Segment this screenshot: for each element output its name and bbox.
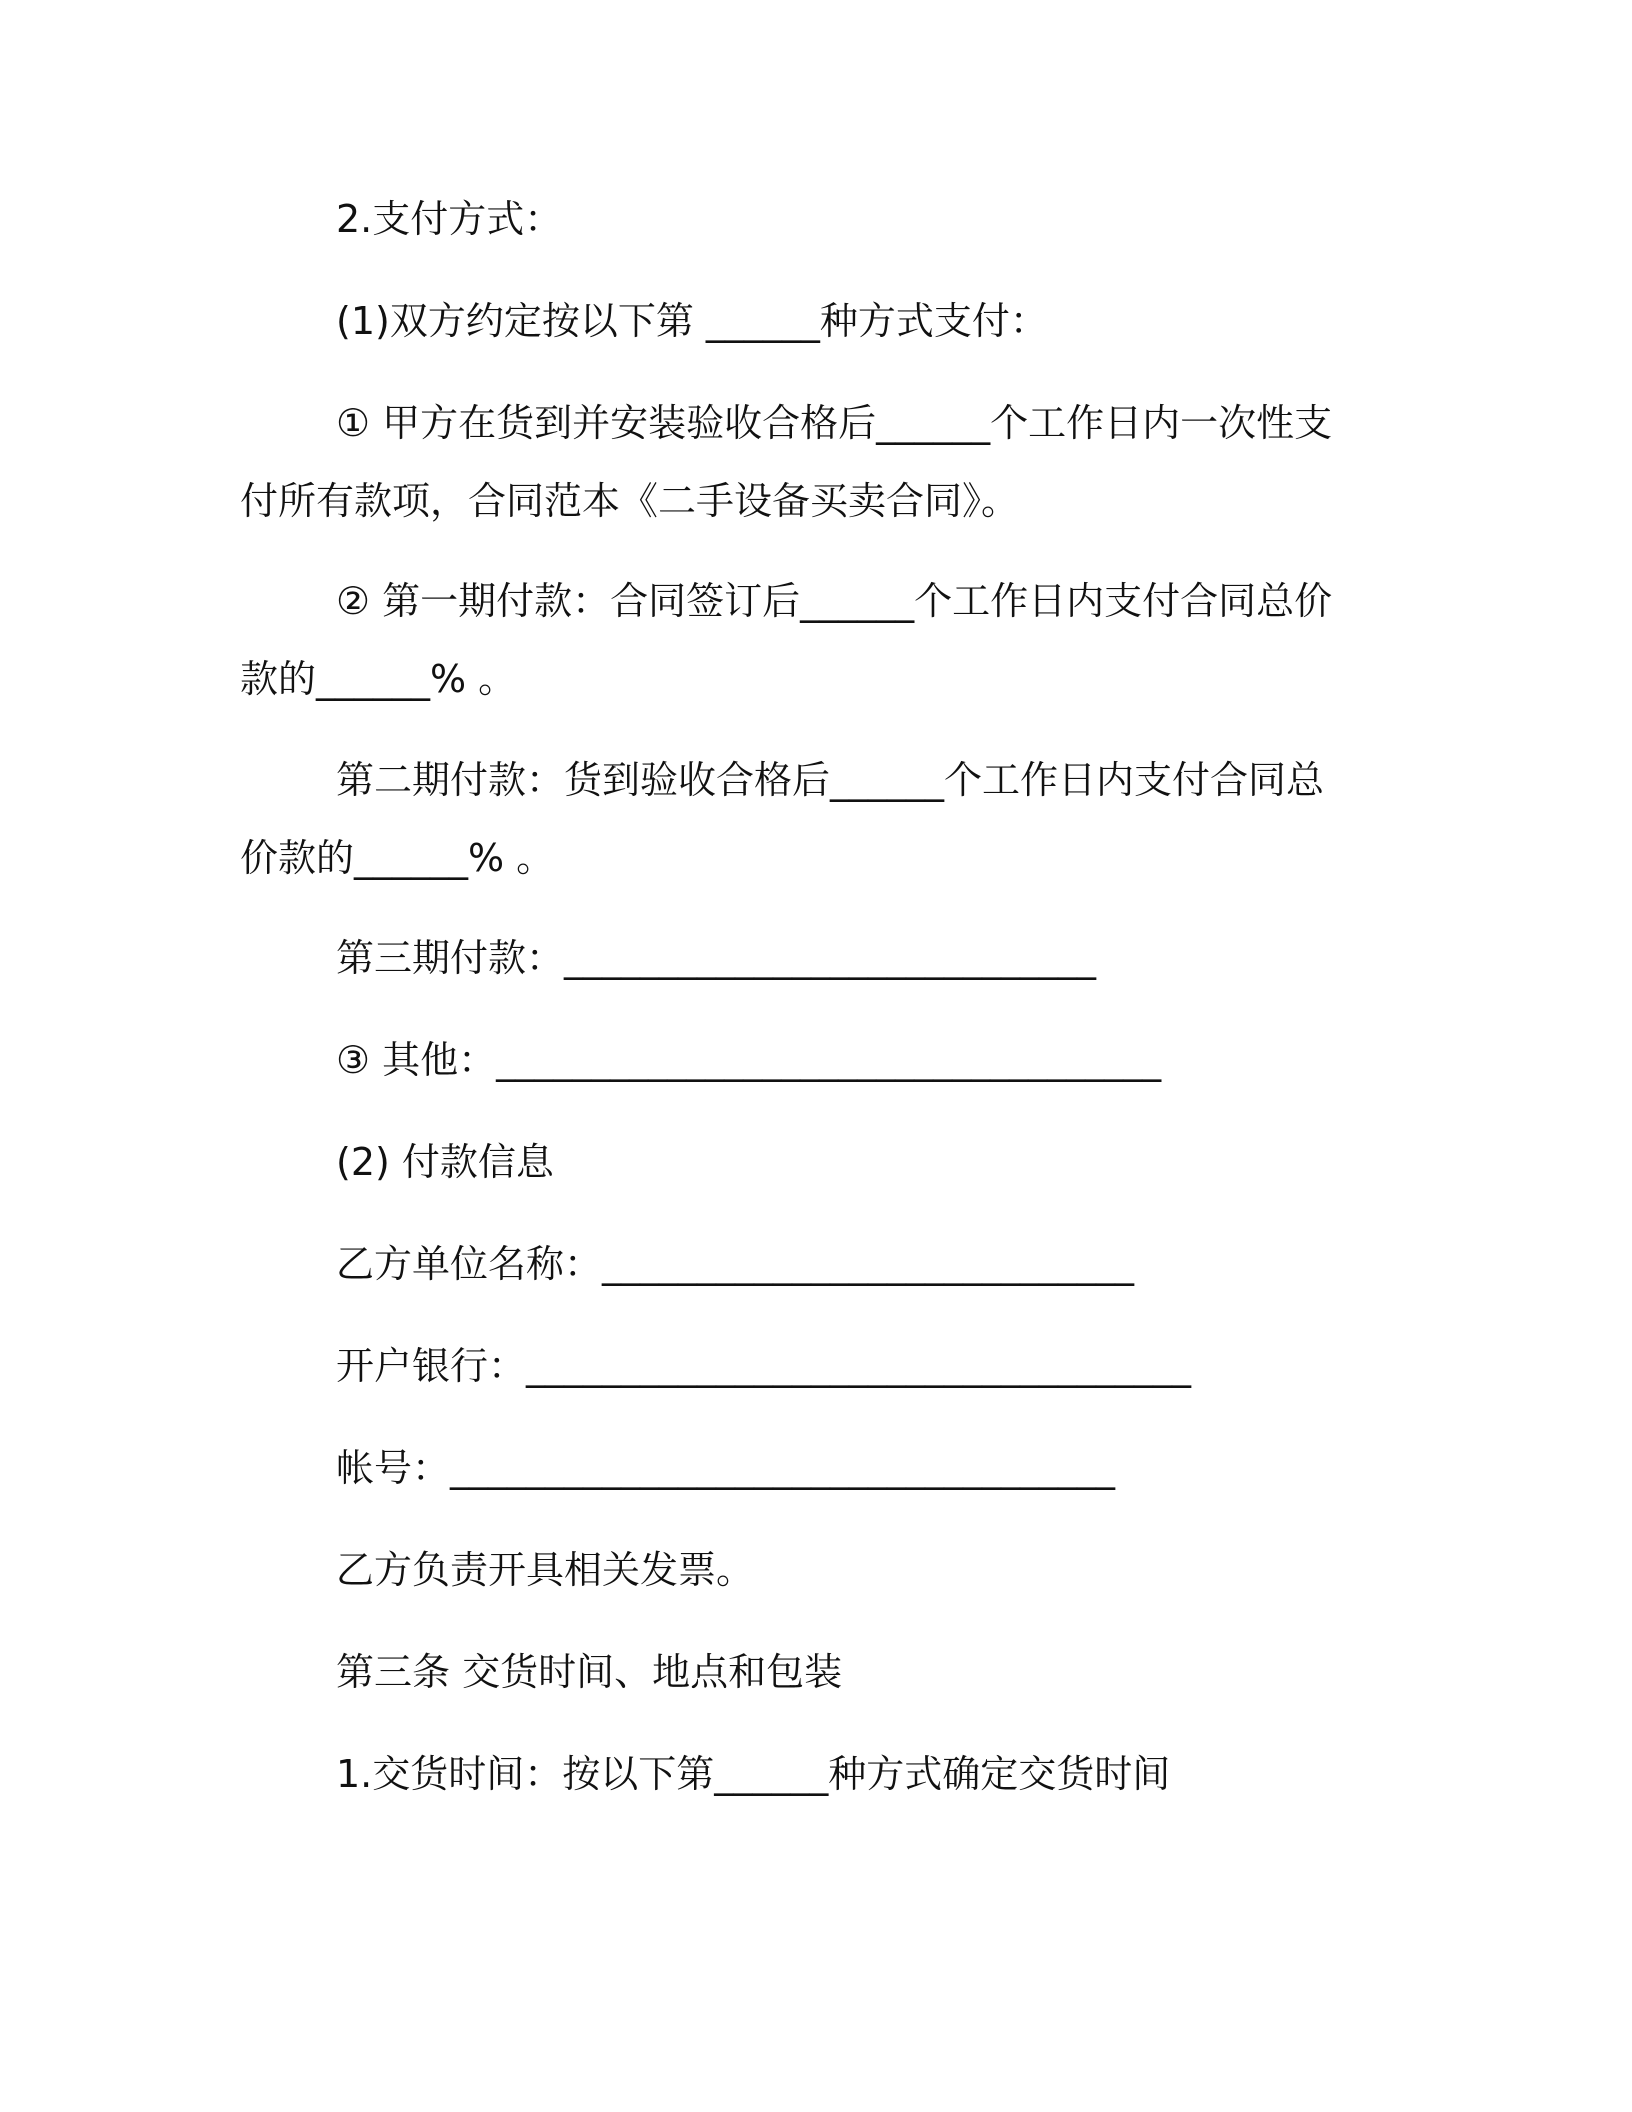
payment-option-clause: (1)双方约定按以下第 ______种方式支付： <box>336 299 1048 343</box>
opening-bank: 开户银行：___________________________________ <box>336 1344 1192 1388</box>
payment-info-heading: (2) 付款信息 <box>336 1140 554 1184</box>
payment-option-one: ① 甲方在货到并安装验收合格后______个工作日内一次性支付所有款项，合同范本《二手设备买卖合同》。 <box>240 401 1333 523</box>
article-three-heading: 第三条 交货时间、地点和包装 <box>336 1650 843 1694</box>
section-heading-payment-method: 2.支付方式： <box>336 197 563 241</box>
account-number: 帐号：___________________________________ <box>336 1446 1116 1490</box>
delivery-time-clause: 1.交货时间：按以下第______种方式确定交货时间 <box>336 1752 1171 1796</box>
party-b-company-name: 乙方单位名称：____________________________ <box>336 1242 1135 1286</box>
payment-third-installment: 第三期付款：____________________________ <box>336 936 1097 980</box>
payment-option-three-other: ③ 其他：___________________________________ <box>336 1038 1162 1082</box>
payment-option-two-first-installment: ② 第一期付款：合同签订后______个工作日内支付合同总价款的______% 。 <box>240 579 1333 701</box>
invoice-statement: 乙方负责开具相关发票。 <box>336 1548 755 1592</box>
payment-second-installment: 第二期付款：货到验收合格后______个工作日内支付合同总价款的______% 。 <box>240 758 1325 880</box>
